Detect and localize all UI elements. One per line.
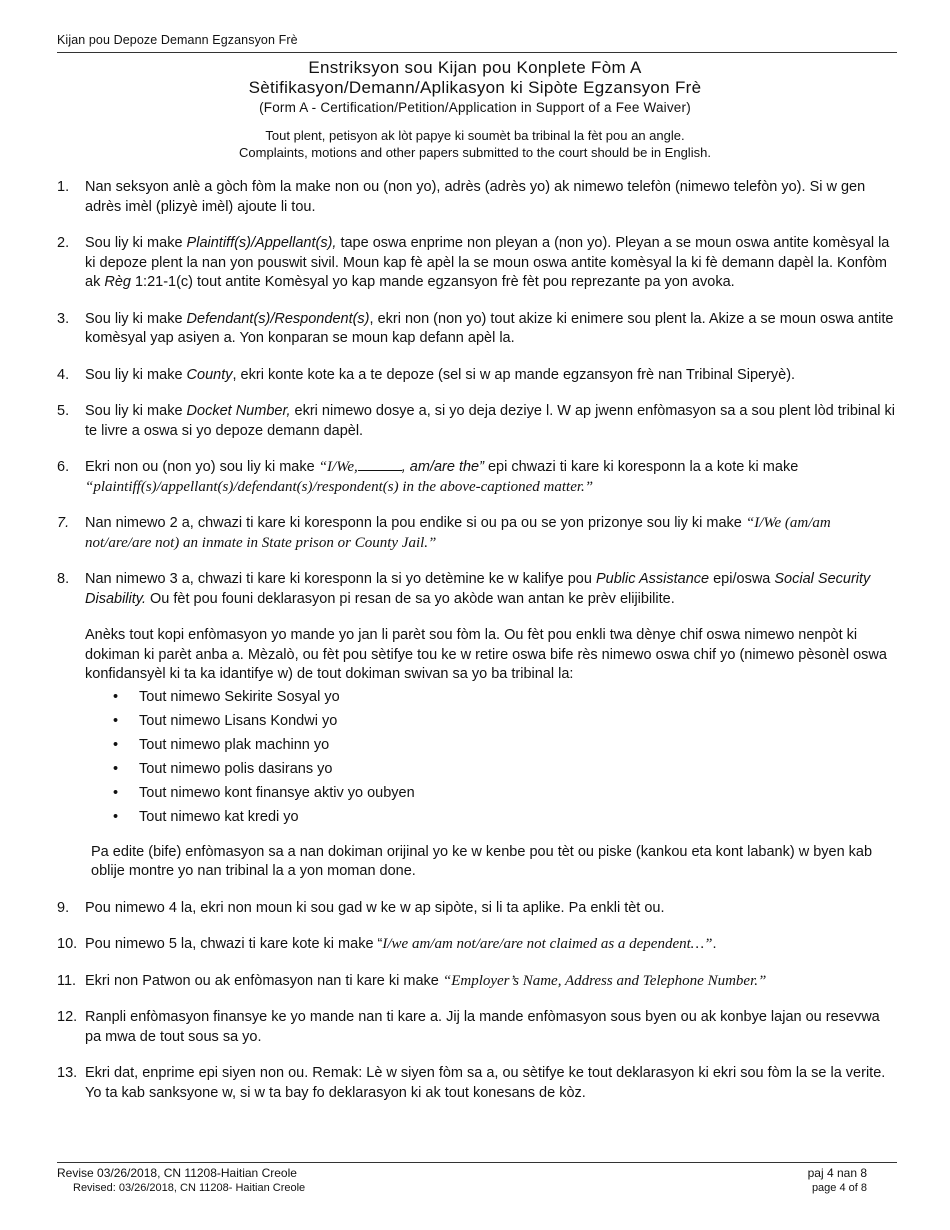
item-text: Nan nimewo 2 a, chwazi ti kare ki koresponn la pou endike si ou pa ou se yon prizonye sou liy ki make “I/We (am/am not/are/are not) an inmate in State prison or County Jail.” — [85, 515, 831, 551]
item-number: 8. — [57, 571, 70, 587]
list-item: • Tout nimewo kat kredi yo — [139, 805, 897, 829]
item-number: 11. — [57, 972, 77, 989]
item-number: 6. — [57, 459, 70, 475]
language-note-en: Complaints, motions and other papers submitted to the court should be in English. — [239, 145, 711, 160]
item-8-paragraph: Anèks tout kopi enfòmasyon yo mande yo jan li parèt sou fòm la. Ou fèt pou enkli twa dènye chif oswa nimewo nenpòt ki dokiman ki parèt anba a. Mèzalò, ou fèt pou sètifye tou ke w retire oswa bife rès nimewo oswa chif yo (nimewo pèsonèl oswa konfidansyèl ki ta ka idantifye w) de tout dokiman swivan sa yo ba tribinal la: — [85, 627, 887, 682]
item-text: Ranpli enfòmasyon finansye ke yo mande nan ti kare a. Jij la mande enfòmasyon sous byen ou ak konbye lajan ou resevwa pa mwa de tout sous sa yo. — [85, 1009, 880, 1045]
list-item: • Tout nimewo polis dasirans yo — [139, 757, 897, 781]
item-text: Sou liy ki make County, ekri konte kote ka a te depoze (sel si w ap mande egzansyon frè nan Tribinal Siperyè). — [85, 366, 796, 383]
item-text: Pou nimewo 5 la, chwazi ti kare kote ki make “I/we am/am not/are/are not claimed as a dependent…”. — [85, 936, 717, 952]
item-number: 7. — [57, 515, 70, 531]
item-number: 10. — [57, 936, 78, 952]
redaction-list — [85, 685, 897, 829]
list-item — [57, 310, 897, 349]
page-number-en: page 4 of 8 — [811, 1182, 867, 1194]
item-number: 13. — [57, 1065, 78, 1081]
item-text: Nan nimewo 3 a, chwazi ti kare ki koresponn la si yo detèmine ke w kalifye pou Public Assistance epi/oswa Social Security Disability. Ou fèt pou founi deklarasyon pi resan de sa yo akòde wan antan ke prèv elijibilite. Anèks tout kopi enfòmasyon yo mande yo jan li parèt sou fòm la. Ou fèt pou enkli twa dènye chif oswa nimewo nenpòt ki dokiman ki parèt anba a. Mèzalò, ou fèt pou sètifye tou ke w retire oswa bife rès nimewo oswa chif yo (nimewo pèsonèl oswa konfidansyèl ki ta ka idantifye w) de tout dokiman swivan sa yo ba tribinal la: • Tout nimewo Sekirite Sosyal yo • Tout nimewo Lisans Kondwi yo • Tout nimewo plak machinn yo • Tout nimewo polis dasirans yo • Tout nimewo kont finansye aktiv yo oubyen • Tout nimewo kat kredi yo — [85, 570, 897, 829]
revision-en: Revised: 03/26/2018, CN 11208- Haitian Creole — [73, 1182, 306, 1194]
item-text: Ekri dat, enprime epi siyen non ou. Remak: Lè w siyen fòm sa a, ou sètifye ke tout deklarasyon ki ekri sou fòm la se la verite. Yo ta kab sanksyone w, si w ta bay fo deklarasyon ki ak tout konesans de kòz. — [85, 1065, 886, 1101]
instruction-list — [57, 178, 897, 1120]
footer-rule — [57, 1162, 897, 1163]
item-text: Sou liy ki make Docket Number, ekri nimewo dosye a, si yo deja deziye l. W ap jwenn enfòmasyon sa a sou plent lòd tribinal ki te livre a oswa si yo depoze demann dapèl. — [85, 403, 895, 439]
running-header: Kijan pou Depoze Demann Egzansyon Frè — [57, 33, 298, 47]
list-item: • Tout nimewo kont finansye aktiv yo oubyen — [139, 781, 897, 805]
list-item: • Tout nimewo plak machinn yo — [139, 733, 897, 757]
item-text: Ekri non Patwon ou ak enfòmasyon nan ti kare ki make “Employer’s Name, Address and Telephone Number.” — [85, 972, 767, 989]
list-item — [57, 1064, 897, 1103]
list-item — [57, 458, 897, 497]
item-number: 4. — [57, 366, 70, 383]
item-number: 12. — [57, 1009, 78, 1025]
list-item — [57, 899, 897, 919]
list-item — [57, 514, 897, 553]
header-rule — [57, 52, 897, 53]
item-number: 5. — [57, 403, 70, 419]
blank-line — [358, 458, 402, 471]
item-text: Pou nimewo 4 la, ekri non moun ki sou gad w ke w ap sipòte, si li ta aplike. Pa enkli tèt ou. — [85, 899, 665, 916]
form-name: (Form A - Certification/Petition/Application in Support of a Fee Waiver) — [259, 100, 691, 115]
list-item — [57, 972, 897, 992]
list-item: • Tout nimewo Sekirite Sosyal yo — [139, 685, 897, 709]
item-text: Sou liy ki make Defendant(s)/Respondent(s), ekri non (non yo) tout akize ki enimere sou plent la. Akize a se moun oswa antite komèsyal yap asiyen a. Yon konparan se moun kap defann apèl la. — [85, 310, 894, 346]
list-item — [57, 178, 897, 217]
list-item — [57, 402, 897, 441]
list-item — [57, 234, 897, 293]
list-item: • Tout nimewo Lisans Kondwi yo — [139, 709, 897, 733]
page-subtitle: Sètifikasyon/Demann/Aplikasyon ki Sipòte Egzansyon Frè — [248, 78, 702, 97]
item-text: Ekri non ou (non yo) sou liy ki make “I/We, , am/are the” epi chwazi ti kare ki koresponn la a kote ki make “plaintiff(s)/appellant(s)/defendant(s)/respondent(s) in the above-captioned matter.” — [85, 459, 799, 495]
list-item — [57, 935, 897, 955]
item-text: Nan seksyon anlè a gòch fòm la make non ou (non yo), adrès (adrès yo) ak nimewo telefòn (nimewo telefòn yo). Si w gen adrès imèl (plizyè imèl) ajoute li tou. — [85, 179, 866, 215]
item-8-note: Pa edite (bife) enfòmasyon sa a nan dokiman orijinal yo ke w kenbe pou tèt ou piske (kankou eta kont labank) w byen kab oblije montre yo nan tribinal la a yon moman done. — [91, 843, 873, 879]
item-number: 3. — [57, 310, 70, 327]
item-number: 2. — [57, 235, 70, 251]
page-number-ht: paj 4 nan 8 — [807, 1166, 867, 1180]
list-item — [57, 1008, 897, 1047]
item-text: Sou liy ki make Plaintiff(s)/Appellant(s), tape oswa enprime non pleyan a (non yo). Pleyan a se moun oswa antite komèsyal la ki depoze plent la nan yon pouswit sivil. Moun kap fè apèl la se moun oswa antite komèsyal la ki fè demann dapèl la. Konfòm ak Règ 1:21-1(c) tout antite Komèsyal yo kap mande egzansyon frè fèt pou reprezante pa yon avoka. — [85, 235, 890, 290]
revision-ht: Revise 03/26/2018, CN 11208-Haitian Creole — [57, 1166, 297, 1180]
language-note-ht: Tout plent, petisyon ak lòt papye ki soumèt ba tribinal la fèt pou an angle. — [265, 128, 685, 143]
item-number: 9. — [57, 899, 70, 916]
list-item — [57, 366, 897, 386]
language-note — [0, 127, 950, 161]
page-title: Enstriksyon sou Kijan pou Konplete Fòm A — [308, 58, 642, 77]
item-number: 1. — [57, 179, 70, 195]
list-item — [57, 570, 897, 829]
